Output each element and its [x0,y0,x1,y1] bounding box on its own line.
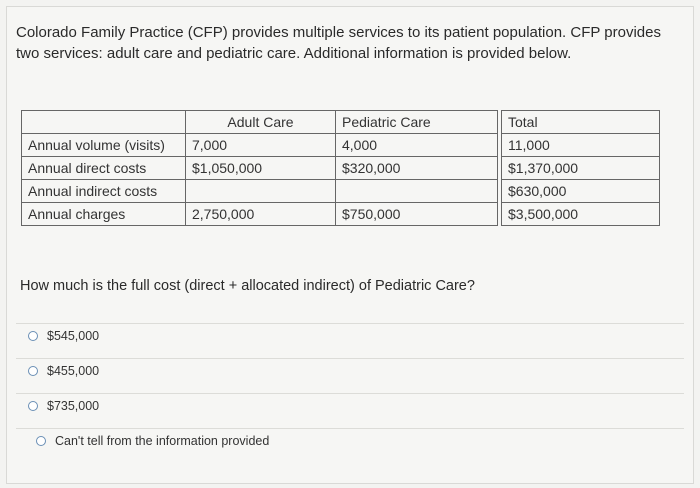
total-value: $3,500,000 [502,203,660,226]
table-row [22,203,660,226]
row-label: Annual volume (visits) [22,134,186,157]
pediatric-value: $750,000 [336,203,498,226]
total-value: 11,000 [502,134,660,157]
question-text: How much is the full cost (direct + allocated indirect) of Pediatric Care? [20,278,475,294]
pediatric-value: $320,000 [336,157,498,180]
divider [16,428,684,429]
table-header-pediatric: Pediatric Care [336,111,498,134]
table-header-total: Total [502,111,660,134]
table-header-adult: Adult Care [186,111,336,134]
row-label: Annual indirect costs [22,180,186,203]
option-label: $735,000 [47,399,100,413]
cost-table [21,110,660,226]
option-label: Can't tell from the information provided [55,434,270,448]
answer-option-1[interactable] [28,329,99,343]
option-label: $455,000 [47,364,100,378]
table-row [22,157,660,180]
radio-button[interactable] [28,401,38,411]
table-row [22,134,660,157]
table-header-blank [22,111,186,134]
adult-value: 2,750,000 [186,203,336,226]
table-row [22,180,660,203]
radio-button[interactable] [28,331,38,341]
row-label: Annual direct costs [22,157,186,180]
total-value: $1,370,000 [502,157,660,180]
total-value: $630,000 [502,180,660,203]
table-header-row [22,111,660,134]
pediatric-value [336,180,498,203]
divider [16,358,684,359]
radio-button[interactable] [36,436,46,446]
answer-option-4[interactable] [36,434,269,448]
intro-text: Colorado Family Practice (CFP) provides multiple services to its patient population. CFP provides two services: adult care and pediatric care. Additional information is provided below. [16,24,661,62]
row-label: Annual charges [22,203,186,226]
option-label: $545,000 [47,329,100,343]
answer-option-3[interactable] [28,399,99,413]
adult-value: 7,000 [186,134,336,157]
adult-value: $1,050,000 [186,157,336,180]
adult-value [186,180,336,203]
answer-option-2[interactable] [28,364,99,378]
radio-button[interactable] [28,366,38,376]
divider [16,323,684,324]
divider [16,393,684,394]
question-card [6,6,694,484]
pediatric-value: 4,000 [336,134,498,157]
